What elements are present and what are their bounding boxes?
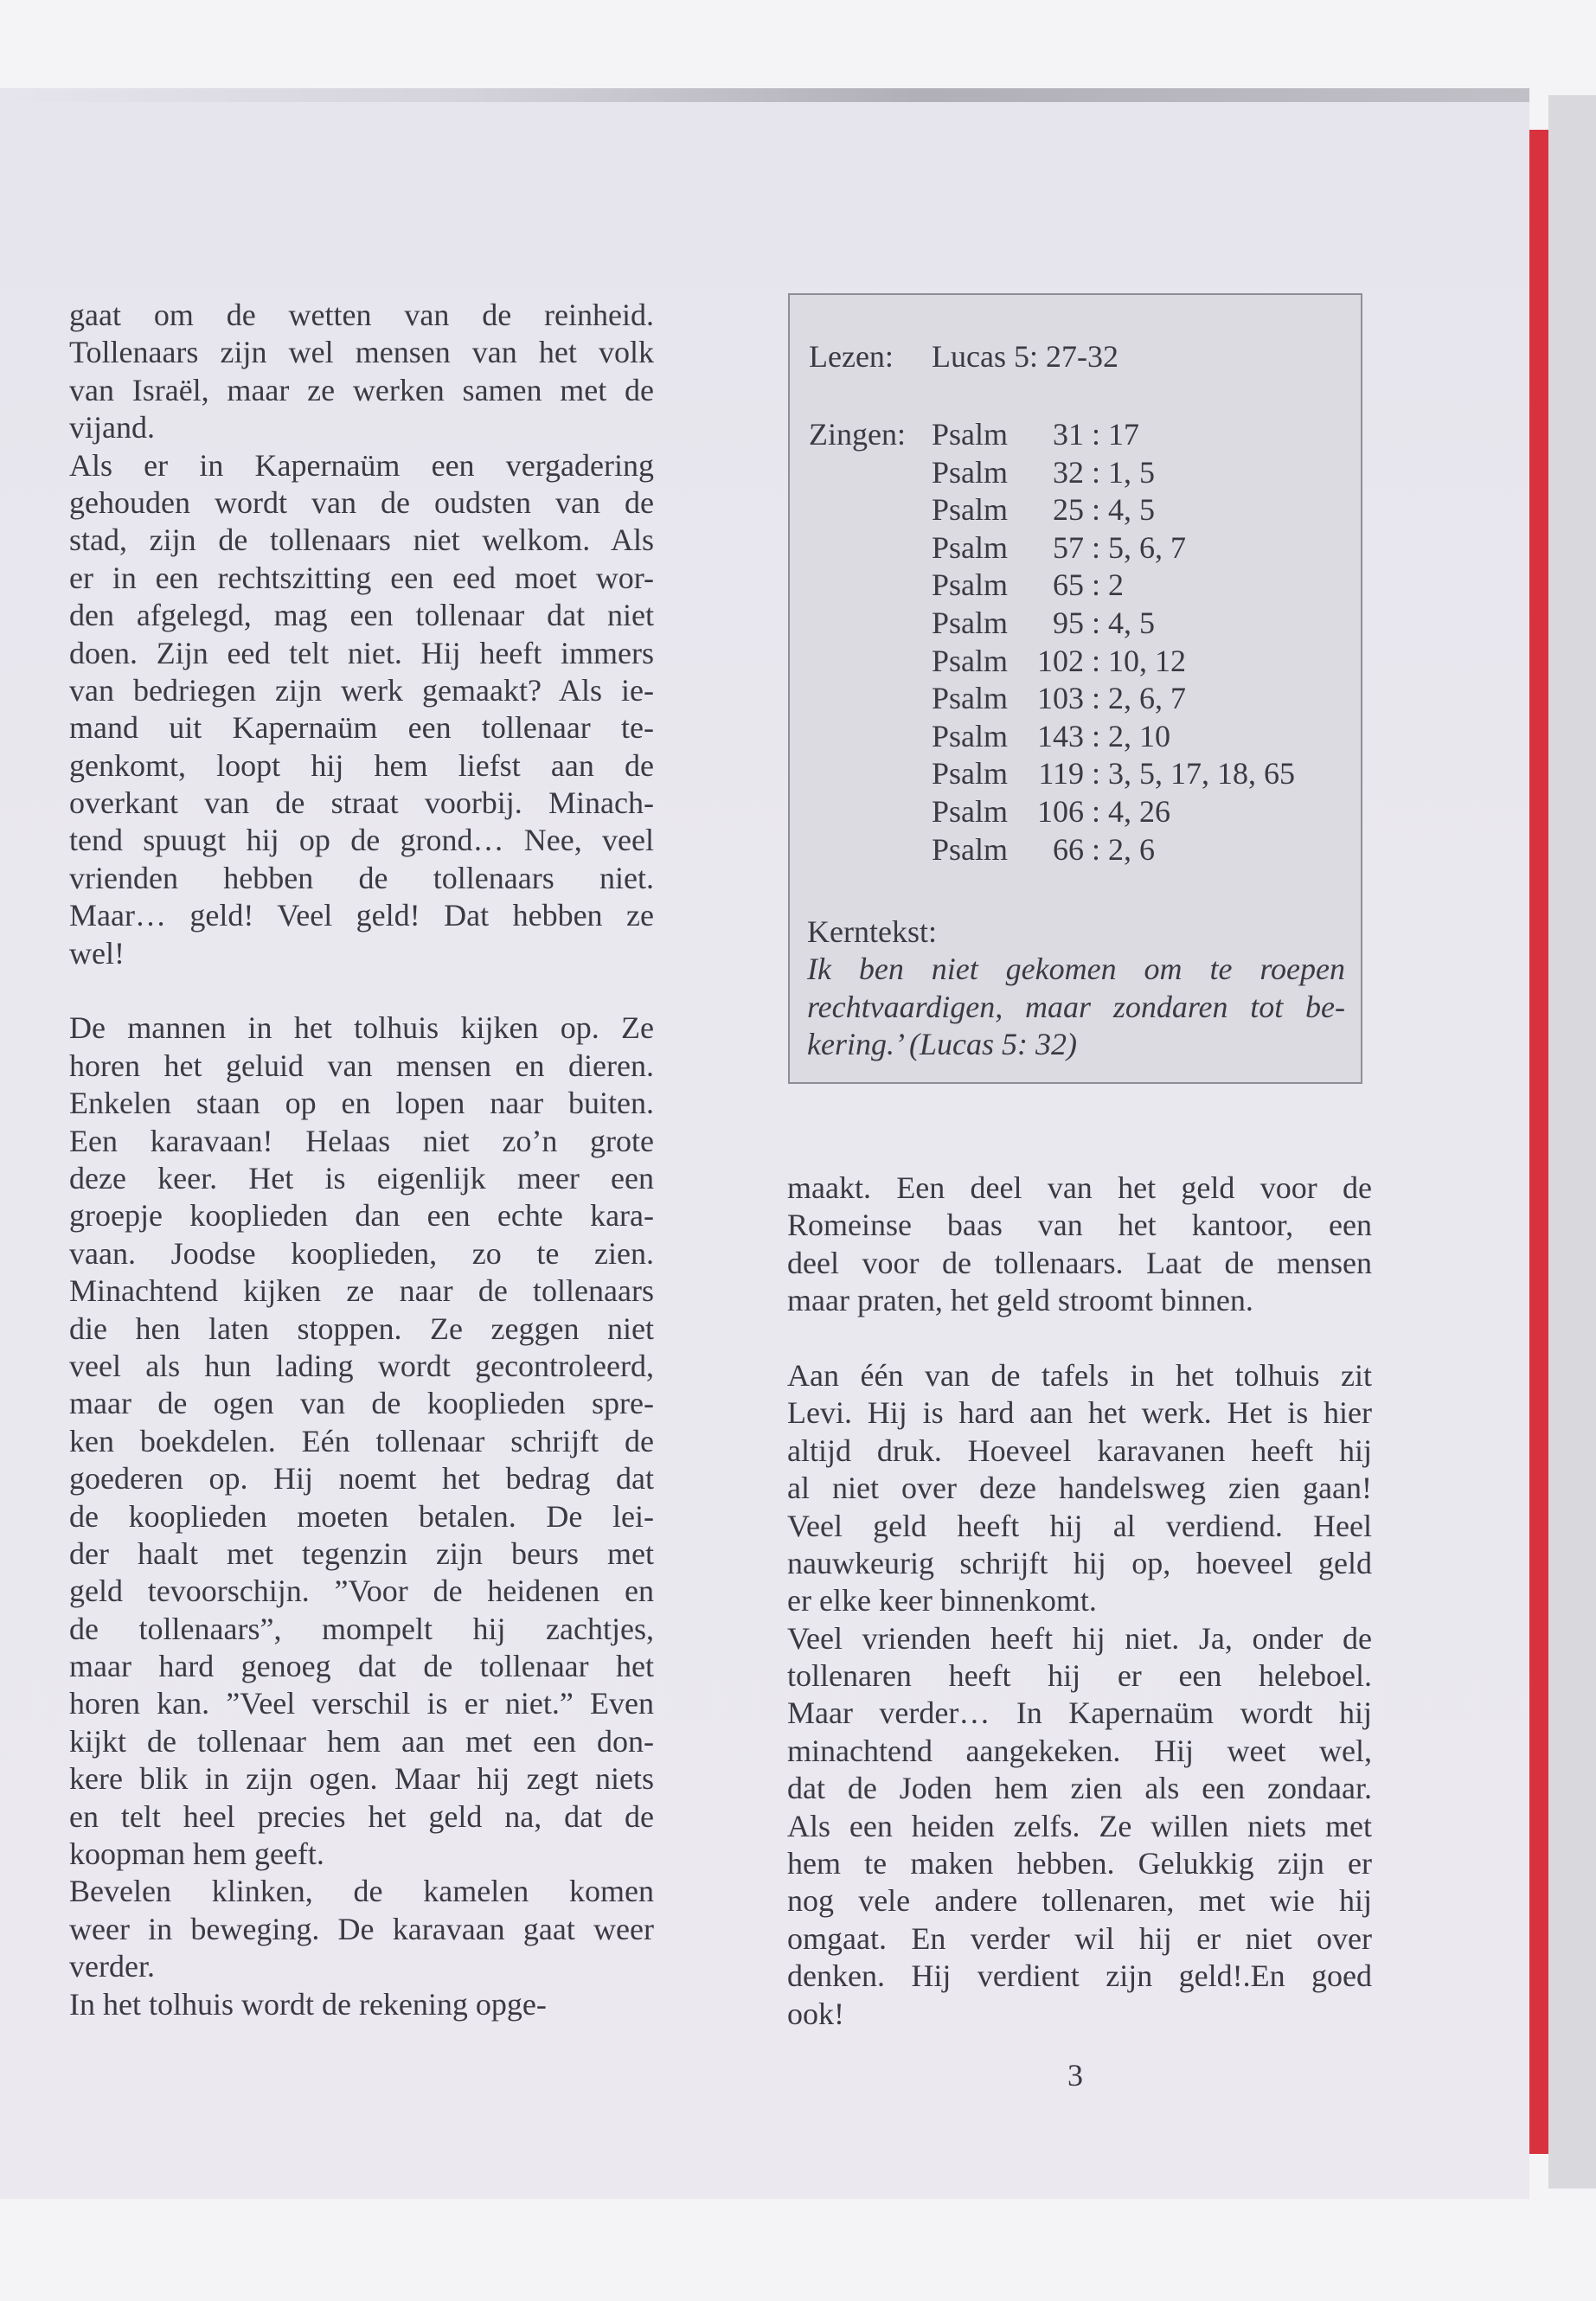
text-line: en telt heel precies het geld na, dat de [69, 1798, 654, 1834]
song-book: Psalm [932, 794, 1009, 829]
text-line: die hen laten stoppen. Ze zeggen niet [69, 1311, 654, 1346]
song-row [809, 831, 1155, 869]
text-line: hem te maken hebben. Gelukkig zijn er [787, 1846, 1372, 1881]
song-row [809, 643, 1186, 681]
text-line: Als er in Kapernaüm een vergadering [69, 447, 654, 483]
song-number: 66 [1053, 831, 1084, 867]
song-row [809, 529, 1186, 567]
text-line: Aan één van de tafels in het tolhuis zit [787, 1357, 1372, 1393]
paragraph [69, 1009, 654, 1873]
text-line: al niet over deze handelsweg zien gaan! [787, 1471, 1372, 1506]
song-book: Psalm [932, 643, 1009, 678]
song-verses: : 4, 5 [1092, 606, 1156, 640]
text-line: de kooplieden moeten betalen. De lei- [69, 1498, 654, 1534]
key-text-line: rechtvaardigen, maar zondaren tot be- [807, 989, 1345, 1024]
key-text-line: Ik ben niet gekomen om te roepen [807, 952, 1345, 987]
song-number: 31 [1053, 417, 1084, 452]
song-book: Psalm [932, 417, 1009, 452]
song-row [809, 454, 1155, 492]
song-row [809, 491, 1155, 529]
key-label: Kerntekst: [807, 914, 937, 949]
text-line: tend spuugt hij op de grond… Nee, veel [69, 823, 654, 858]
key-text [807, 913, 1345, 1064]
text-line: vaan. Joodse kooplieden, zo te zien. [69, 1235, 654, 1271]
song-row [809, 793, 1170, 831]
read-label: Lezen: [809, 339, 894, 374]
text-line: groepje kooplieden dan een echte kara- [69, 1198, 654, 1234]
text-line: altijd druk. Hoeveel karavanen heeft hij [787, 1433, 1372, 1468]
text-line: Enkelen staan op en lopen naar buiten. [69, 1086, 654, 1121]
sing-label: Zingen: [809, 417, 906, 452]
text-line: gaat om de wetten van de reinheid. [69, 298, 654, 332]
text-line: verder. [69, 1949, 155, 1984]
song-book: Psalm [932, 831, 1009, 867]
song-verses: : 2, 6, 7 [1092, 681, 1187, 716]
text-line: nog vele andere tollenaren, met wie hij [787, 1883, 1372, 1919]
paragraph-gap [787, 1320, 1372, 1357]
reading-row [809, 338, 1118, 376]
paragraph [69, 447, 654, 972]
paragraph [69, 297, 654, 447]
page-number: 3 [1067, 2058, 1083, 2093]
song-number: 65 [1053, 567, 1084, 603]
song-verses: : 2, 6 [1092, 831, 1156, 867]
song-verses: : 3, 5, 17, 18, 65 [1092, 756, 1296, 792]
text-line: minachtend aangekeken. Hij weet wel, [787, 1733, 1372, 1768]
paragraph [69, 1986, 654, 2023]
song-book: Psalm [932, 454, 1009, 490]
text-line: kere blik in zijn ogen. Maar hij zegt niets [69, 1761, 654, 1797]
song-number: 143 [1037, 718, 1084, 753]
song-verses: : 10, 12 [1092, 643, 1187, 678]
text-line: nauwkeurig schrijft hij op, hoeveel geld [787, 1545, 1372, 1580]
song-row [809, 605, 1155, 643]
text-line: Minachtend kijken ze naar de tollenaars [69, 1273, 654, 1309]
text-line: van Israël, maar ze werken samen met de [69, 372, 654, 407]
song-number: 106 [1037, 794, 1084, 829]
paragraph [69, 1873, 654, 1985]
left-text-column [69, 297, 654, 2023]
song-book: Psalm [932, 756, 1009, 792]
text-line: overkant van de straat voorbij. Minach- [69, 785, 654, 821]
text-line: Maar verder… In Kapernaüm wordt hij [787, 1695, 1372, 1731]
song-verses: : 17 [1092, 417, 1140, 452]
text-line: wel! [69, 935, 125, 971]
song-verses: : 1, 5 [1092, 454, 1156, 490]
song-verses: : 4, 26 [1092, 794, 1171, 829]
text-line: Bevelen klinken, de kamelen komen [69, 1874, 654, 1909]
song-book: Psalm [932, 606, 1009, 640]
song-number: 25 [1053, 492, 1084, 528]
song-book: Psalm [932, 567, 1009, 603]
song-verses: : 2, 10 [1092, 718, 1171, 753]
song-number: 32 [1053, 454, 1084, 490]
text-line: der haalt met tegenzin zijn beurs met [69, 1535, 654, 1571]
text-line: tollenaren heeft hij er een heleboel. [787, 1658, 1372, 1694]
text-line: van bedriegen zijn werk gemaakt? Als ie- [69, 672, 654, 708]
text-line: genkomt, loopt hij hem liefst aan de [69, 747, 654, 783]
text-line: maar de ogen van de kooplieden spre- [69, 1386, 654, 1421]
text-line: horen het geluid van mensen en dieren. [69, 1048, 654, 1083]
text-line: Romeinse baas van het kantoor, een [787, 1208, 1372, 1243]
text-line: mand uit Kapernaüm een tollenaar te- [69, 710, 654, 746]
text-line: dat de Joden hem zien als een zondaar. [787, 1771, 1372, 1806]
book-cover-edge [1529, 130, 1548, 2154]
text-line: geld tevoorschijn. ”Voor de heidenen en [69, 1574, 654, 1609]
text-line: gehouden wordt van de oudsten van de [69, 484, 654, 520]
text-line: Als een heiden zelfs. Ze willen niets met [787, 1808, 1372, 1843]
song-row [809, 416, 1139, 454]
text-line: vrienden hebben de tollenaars niet. [69, 860, 654, 895]
paragraph [787, 1620, 1372, 2033]
song-row [809, 680, 1186, 718]
text-line: vijand. [69, 410, 155, 445]
song-book: Psalm [932, 529, 1009, 565]
song-row [809, 718, 1170, 756]
text-line: er in een rechtszitting een eed moet wor- [69, 560, 654, 595]
text-line: kijkt de tollenaar hem aan met een don- [69, 1723, 654, 1759]
song-number: 57 [1053, 529, 1084, 565]
paragraph [787, 1357, 1372, 1620]
text-line: goederen op. Hij noemt het bedrag dat [69, 1461, 654, 1497]
text-line: doen. Zijn eed telt niet. Hij heeft immers [69, 635, 654, 670]
text-line: maakt. Een deel van het geld voor de [787, 1170, 1372, 1205]
text-line: maar praten, het geld stroomt binnen. [787, 1283, 1253, 1318]
text-line: De mannen in het tolhuis kijken op. Ze [69, 1010, 654, 1046]
paragraph-gap [69, 972, 654, 1009]
text-line: In het tolhuis wordt de rekening opge- [69, 1986, 547, 2022]
song-number: 95 [1053, 606, 1084, 640]
text-line: de tollenaars”, mompelt hij zachtjes, [69, 1611, 654, 1646]
text-line: denken. Hij verdient zijn geld!.En goed [787, 1958, 1372, 1994]
key-text-line: kering.’ (Lucas 5: 32) [807, 1027, 1077, 1062]
text-line: ook! [787, 1996, 844, 2031]
song-book: Psalm [932, 492, 1009, 528]
text-line: stad, zijn de tollenaars niet welkom. Als [69, 522, 654, 558]
text-line: deel voor de tollenaars. Laat de mensen [787, 1245, 1372, 1280]
song-book: Psalm [932, 718, 1009, 753]
text-line: Levi. Hij is hard aan het werk. Het is hier [787, 1395, 1372, 1431]
song-verses: : 5, 6, 7 [1092, 529, 1187, 565]
text-line: omgaat. En verder wil hij er niet over [787, 1920, 1372, 1956]
text-line: weer in beweging. De karavaan gaat weer [69, 1911, 654, 1946]
text-line: er elke keer binnenkomt. [787, 1583, 1097, 1618]
text-line: maar hard genoeg dat de tollenaar het [69, 1649, 654, 1684]
song-number: 119 [1038, 756, 1084, 792]
song-row [809, 567, 1124, 605]
text-line: koopman hem geeft. [69, 1836, 324, 1872]
text-line: horen kan. ”Veel verschil is er niet.” Even [69, 1686, 654, 1721]
text-line: ken boekdelen. Eén tollenaar schrijft de [69, 1423, 654, 1458]
page-top-edge [0, 88, 1529, 102]
book-spine [1548, 95, 1596, 2189]
song-book: Psalm [932, 681, 1009, 716]
reading-info-box [788, 293, 1362, 1084]
text-line: den afgelegd, mag een tollenaar dat niet [69, 598, 654, 633]
paragraph [787, 1170, 1372, 1320]
song-verses: : 2 [1092, 567, 1125, 603]
text-line: veel als hun lading wordt gecontroleerd, [69, 1348, 654, 1383]
right-text-column [787, 1170, 1372, 2033]
text-line: Maar… geld! Veel geld! Dat hebben ze [69, 898, 654, 933]
text-line: deze keer. Het is eigenlijk meer een [69, 1160, 654, 1195]
text-line: Veel geld heeft hij al verdiend. Heel [787, 1508, 1372, 1543]
read-value: Lucas 5: 27-32 [932, 339, 1118, 374]
text-line: Een karavaan! Helaas niet zo’n grote [69, 1123, 654, 1158]
text-line: Veel vrienden heeft hij niet. Ja, onder de [787, 1620, 1372, 1656]
song-number: 103 [1037, 681, 1084, 716]
text-line: Tollenaars zijn wel mensen van het volk [69, 335, 654, 370]
song-number: 102 [1037, 643, 1084, 678]
song-row [809, 755, 1295, 793]
song-verses: : 4, 5 [1092, 492, 1156, 528]
